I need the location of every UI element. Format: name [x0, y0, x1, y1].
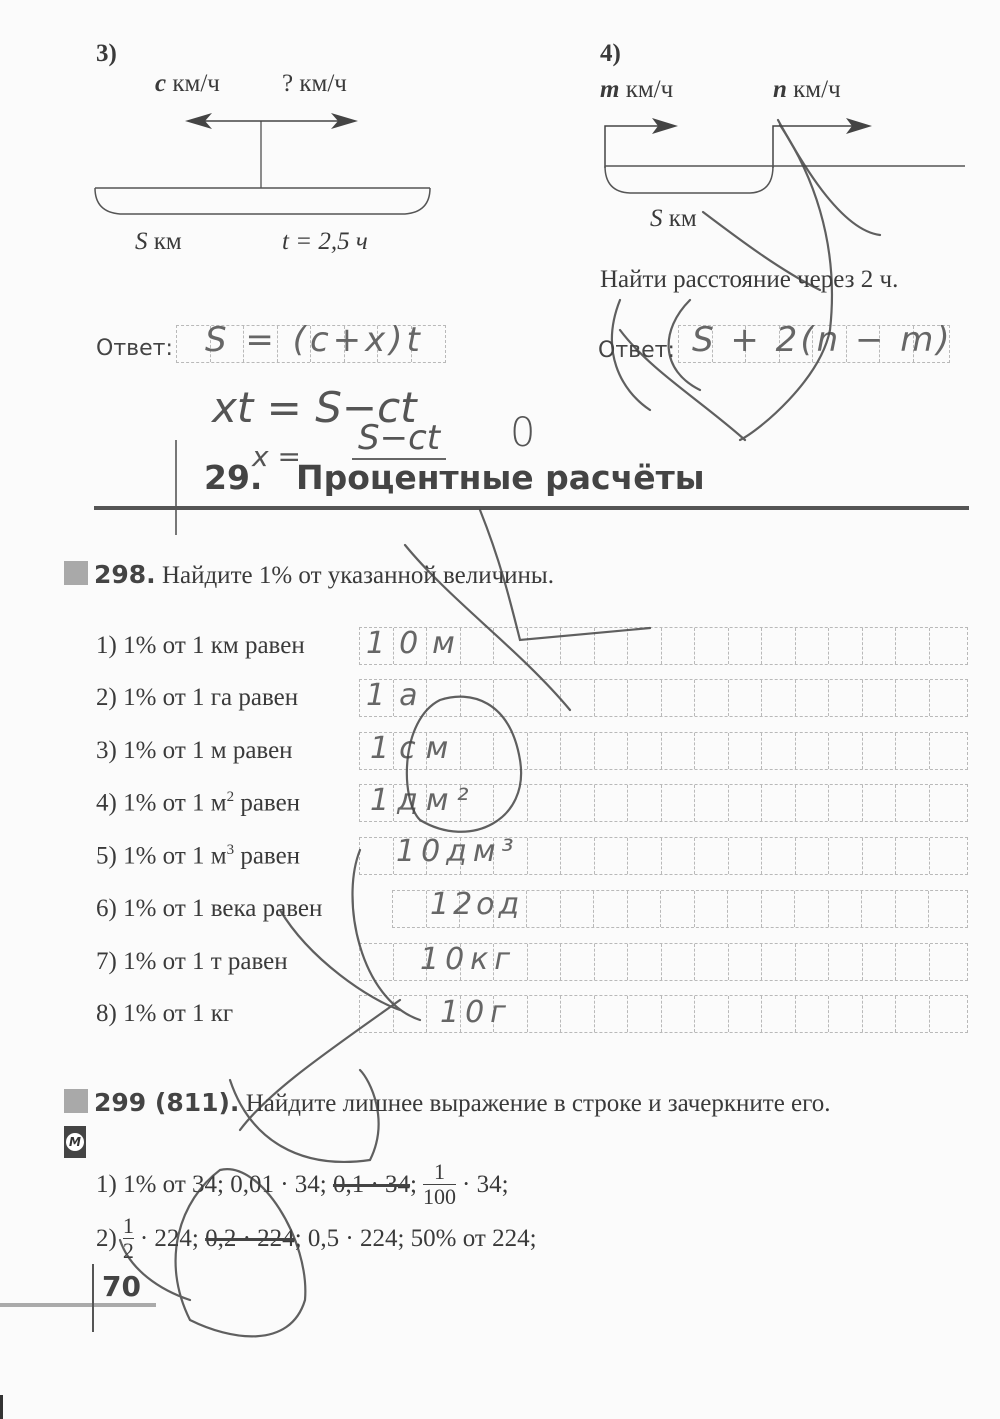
exercise-299-prompt: Найдите лишнее выражение в строке и зачеркните его.: [245, 1090, 831, 1117]
list-item-label: 1) 1% от 1 км равен: [96, 632, 305, 659]
exercise-298-prompt: Найдите 1% от указанной величины.: [161, 562, 554, 589]
diagram-3-label: 3): [96, 40, 117, 67]
section-title: Процентные расчёты: [295, 458, 705, 497]
struck-expression: 0,1 · 34: [332, 1170, 411, 1198]
exercise-299-row-2: 2) $\frac{1}{2}$ · 224; 0,2 · 224 ; 0,5 · 224; 50% от 224;: [96, 1213, 537, 1263]
section-divider: [94, 506, 969, 510]
list-item-label: 2) 1% от 1 га равен: [96, 684, 299, 711]
list-item-label: 5) 1% от 1 $м^3$ равен: [96, 842, 301, 870]
exercise-marker-icon: [64, 561, 88, 585]
diagram-3-distance: S км: [135, 228, 182, 255]
fraction: $\frac{1}{100}$: [423, 1159, 456, 1209]
handwritten-answer: 1а: [366, 678, 432, 713]
handwritten-answer: 10дм³: [396, 834, 520, 869]
exercise-298-header: 298. Найдите 1% от указанной величины.: [64, 560, 554, 590]
diagram-3-speed-right: ? км/ч: [282, 70, 347, 97]
handwritten-answer: 12од: [430, 887, 524, 922]
diagram-4-label: 4): [600, 40, 621, 67]
list-item-label: 6) 1% от 1 века равен: [96, 895, 323, 922]
diagram-4-speed-left: m км/ч: [600, 76, 674, 103]
answer-4-label: Ответ:: [598, 338, 675, 363]
fraction: $\frac{1}{2}$: [122, 1213, 134, 1263]
handwritten-answer: 1дм²: [370, 783, 477, 818]
handwritten-answer: 10г: [440, 995, 512, 1030]
work-line-2-num: S−ct: [352, 418, 446, 460]
list-item-label: 8) 1% от 1 кг: [96, 1000, 234, 1027]
diagram-3-speed-left: c км/ч: [155, 70, 220, 97]
diagram-4-arrows-icon: [600, 110, 970, 200]
exercise-299-header: 299 (811). Найдите лишнее выражение в строке и зачеркните его.: [64, 1088, 831, 1118]
work-line-1: xt = S−ct: [212, 383, 417, 432]
footer-margin-line: [92, 1264, 94, 1332]
diagram-3-time: t = 2,5 ч: [282, 228, 368, 255]
answer-3-label: Ответ:: [96, 336, 173, 361]
work-line-2-lhs: x =: [252, 440, 301, 473]
section-number: 29.: [204, 458, 263, 497]
diagram-4-distance: S км: [650, 205, 697, 232]
handwritten-answer: 10м: [366, 626, 469, 661]
grade-mark: 0: [510, 410, 536, 456]
answer-4-handwritten: S + 2(n − m): [692, 320, 953, 360]
m-badge-icon: M: [64, 1126, 86, 1158]
exercise-marker-icon: [64, 1089, 88, 1113]
page-number: 70: [102, 1270, 141, 1303]
handwritten-answer: 1см: [370, 731, 459, 766]
list-item-label: 4) 1% от 1 $м^2$ равен: [96, 789, 301, 817]
diagram-4-speed-right: n км/ч: [773, 76, 841, 103]
list-item-label: 3) 1% от 1 м равен: [96, 737, 293, 764]
exercise-299-row-1: 1) 1% от 34; 0,01 · 34; 0,1 · 34 ; $\frac{1}{100}$ · 34;: [96, 1159, 509, 1209]
diagram-4-task: Найти расстояние через 2 ч.: [600, 266, 899, 293]
footer-rule: [0, 1303, 156, 1307]
section-heading: [204, 458, 705, 497]
diagram-3-arrows-icon: [90, 100, 440, 220]
edge-mark: [0, 1395, 3, 1419]
section-margin-line: [175, 440, 177, 535]
answer-grid-2[interactable]: [359, 679, 968, 717]
handwritten-answer: 10кг: [420, 942, 517, 977]
answer-3-handwritten: S = (c+x)t: [205, 320, 424, 360]
list-item-label: 7) 1% от 1 т равен: [96, 948, 288, 975]
struck-expression: 0,2 · 224: [205, 1224, 295, 1252]
